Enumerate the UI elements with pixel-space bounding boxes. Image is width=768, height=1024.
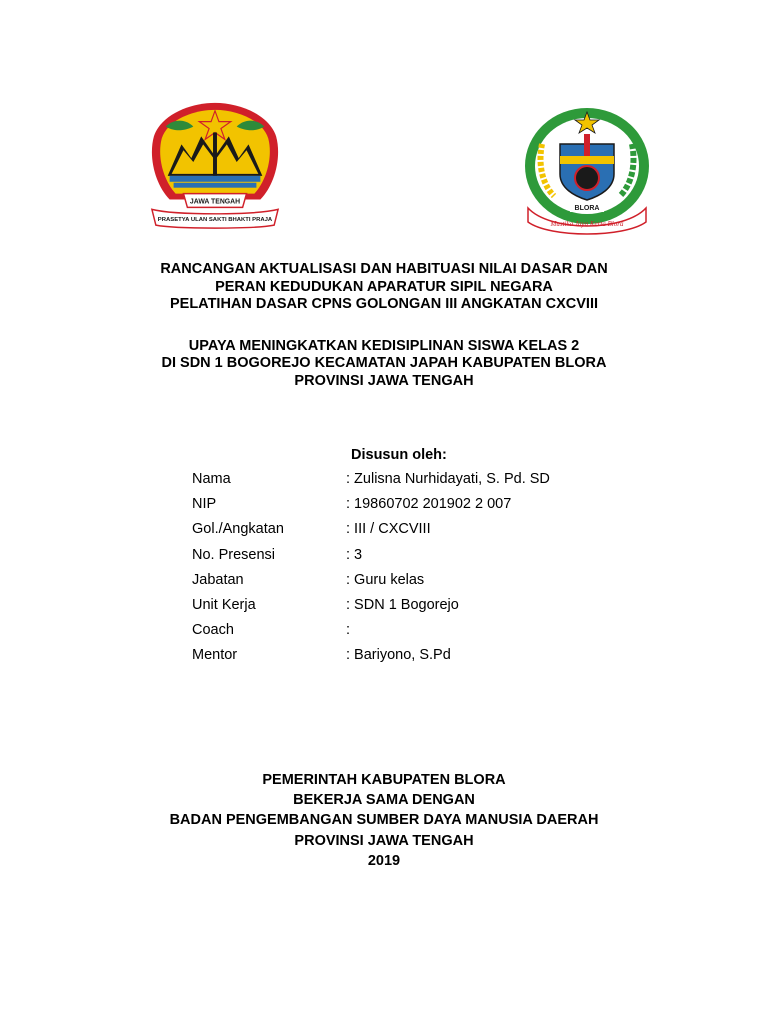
- footer-year: 2019: [367, 852, 401, 869]
- footer-line: BADAN PENGEMBANGAN SUMBER DAYA MANUSIA DAERAH: [169, 812, 599, 829]
- blora-emblem-icon: [520, 104, 654, 238]
- info-value: : Guru kelas: [346, 571, 425, 588]
- info-row: [192, 521, 642, 546]
- info-row: [192, 597, 642, 622]
- info-value: : SDN 1 Bogorejo: [346, 596, 459, 613]
- info-value: : Bariyono, S.Pd: [346, 647, 451, 664]
- footer-line: PEMERINTAH KABUPATEN BLORA: [262, 772, 506, 788]
- crest-banner-text: JAWA TENGAH: [189, 198, 241, 206]
- info-label: Nama: [192, 471, 231, 487]
- info-label: Unit Kerja: [192, 596, 256, 613]
- info-row: [192, 547, 642, 572]
- footer-line: BEKERJA SAMA DENGAN: [293, 792, 475, 809]
- info-value: : Zulisna Nurhidayati, S. Pd. SD: [346, 471, 550, 487]
- info-label: Coach: [192, 622, 234, 639]
- info-value: : III / CXCVIII: [346, 521, 431, 538]
- crest-motto-text: PRASETYA ULAN SAKTI BHAKTI PRAJA: [157, 217, 273, 224]
- info-label: No. Presensi: [192, 546, 276, 563]
- emblem-motto-text: Mustika Jaya Kerta Blora: [550, 220, 624, 228]
- title-line: RANCANGAN AKTUALISASI DAN HABITUASI NILAI DASAR DAN: [160, 261, 608, 277]
- document-title: [0, 261, 768, 390]
- title-line: PERAN KEDUDUKAN APARATUR SIPIL NEGARA: [215, 278, 553, 295]
- info-label: Mentor: [192, 647, 238, 664]
- author-info-table: [192, 471, 642, 673]
- info-value: : 3: [346, 546, 363, 563]
- subtitle-line: DI SDN 1 BOGOREJO KECAMATAN JAPAH KABUPATEN BLORA: [161, 355, 607, 371]
- info-label: Gol./Angkatan: [192, 521, 284, 538]
- info-row: [192, 471, 642, 496]
- emblem-name-text: BLORA: [574, 205, 600, 212]
- info-value: : 19860702 201902 2 007: [346, 496, 512, 513]
- info-row: [192, 496, 642, 521]
- info-row: [192, 647, 642, 672]
- subtitle-line: UPAYA MENINGKATKAN KEDISIPLINAN SISWA KELAS 2: [188, 337, 580, 354]
- title-line: PELATIHAN DASAR CPNS GOLONGAN III ANGKATAN CXCVIII: [169, 296, 599, 312]
- info-row: [192, 622, 642, 647]
- info-label: NIP: [192, 496, 217, 513]
- footer-line: PROVINSI JAWA TENGAH: [294, 832, 474, 849]
- jawa-tengah-crest-icon: [146, 96, 284, 236]
- author-heading: Disusun oleh:: [351, 447, 447, 463]
- info-value: :: [346, 622, 351, 639]
- info-row: [192, 572, 642, 597]
- info-label: Jabatan: [192, 571, 244, 588]
- institution-footer: [0, 772, 768, 873]
- subtitle-line: PROVINSI JAWA TENGAH: [294, 372, 474, 389]
